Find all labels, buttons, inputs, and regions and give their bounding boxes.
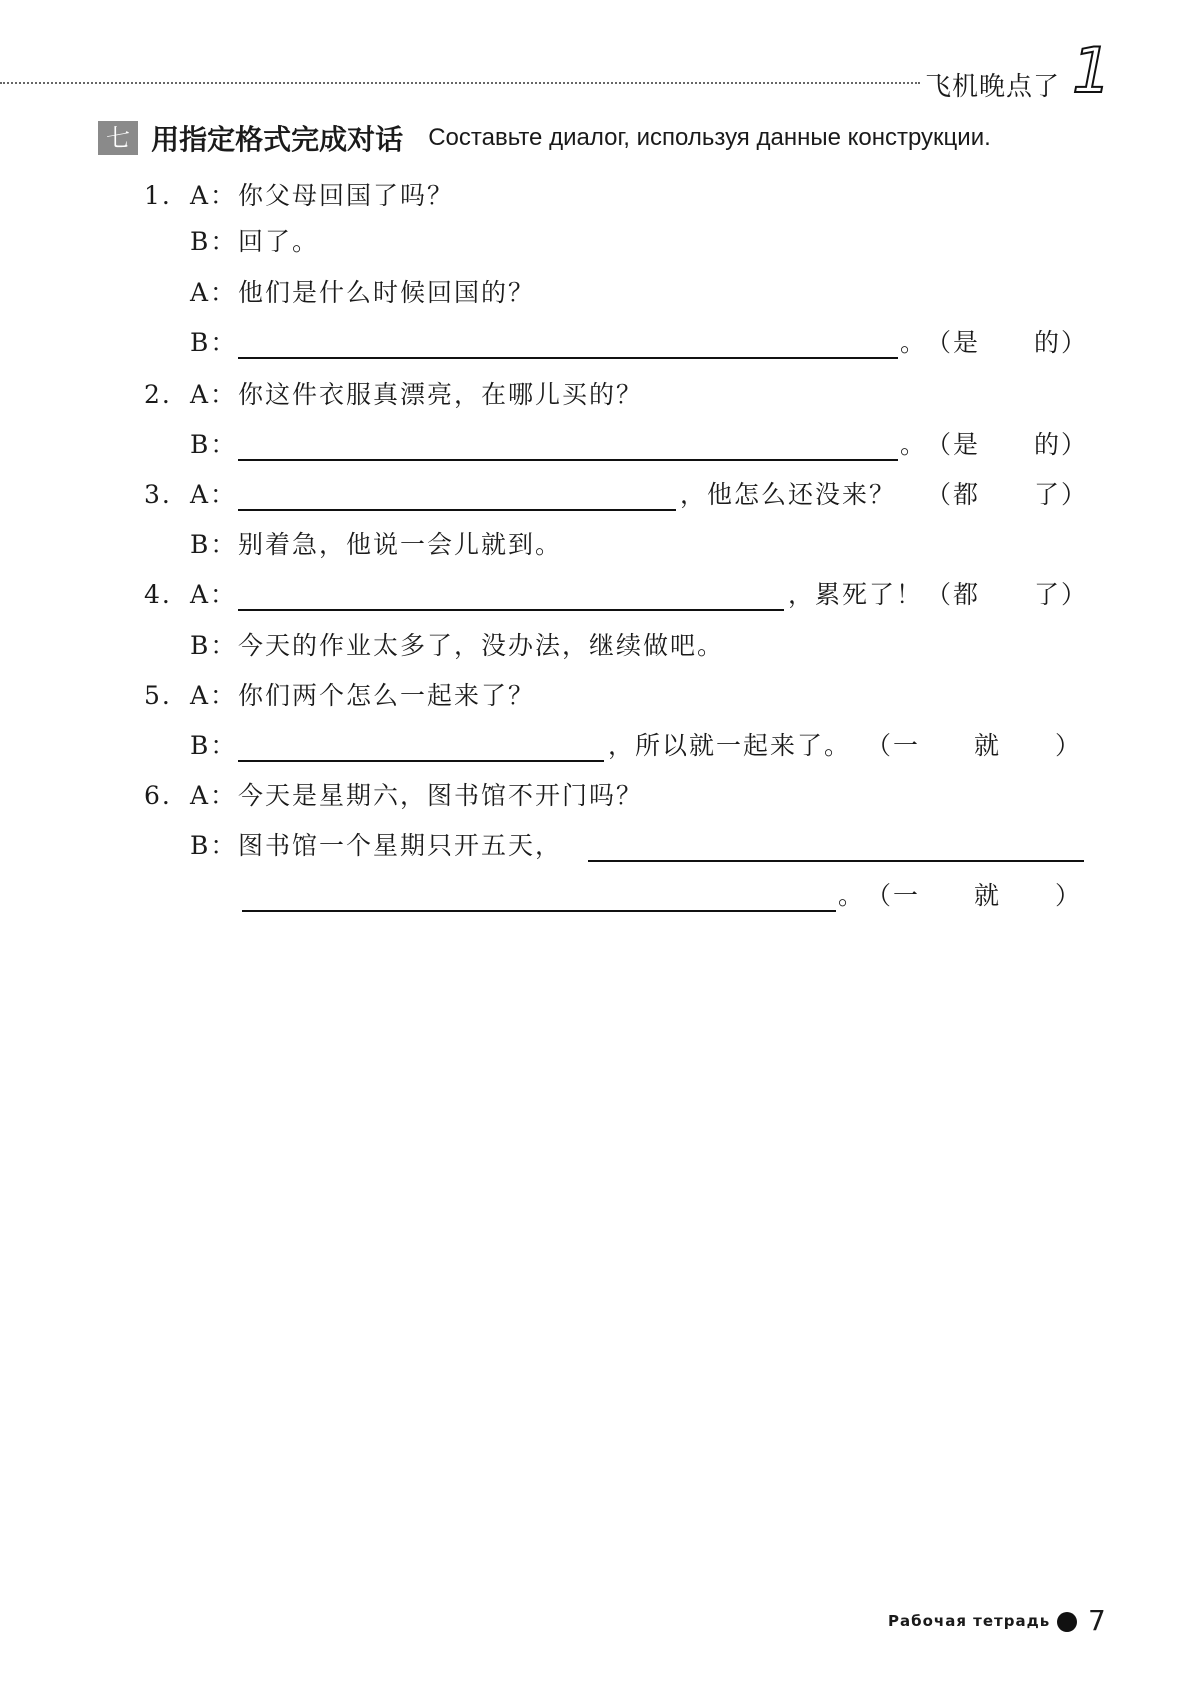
exercise-line xyxy=(0,425,1199,465)
speaker-label: B： xyxy=(190,631,238,660)
lesson-number: 1 xyxy=(1072,34,1112,107)
exercise-line xyxy=(0,525,1199,565)
dialogue-text: 今天是星期六，图书馆不开门吗？ xyxy=(238,781,644,810)
speaker-label: A： xyxy=(190,380,238,409)
speaker-label: A： xyxy=(190,480,238,509)
speaker-label: A： xyxy=(190,681,238,710)
pattern-hint: （是 的） xyxy=(926,328,1089,357)
answer-blank[interactable] xyxy=(238,609,784,611)
exercise-line xyxy=(0,626,1199,666)
pattern-hint: （一 就 ） xyxy=(866,881,1083,910)
trailing-text: 。 xyxy=(900,328,928,357)
dialogue-text: 别着急，他说一会儿就到。 xyxy=(238,530,563,559)
trailing-text: ，所以就一起来了。 xyxy=(608,731,852,760)
exercise-line xyxy=(0,323,1199,363)
lesson-title: 飞机晚点了 xyxy=(925,72,1061,102)
trailing-text: ，他怎么还没来？ xyxy=(680,480,897,509)
exercise-line xyxy=(0,676,1199,716)
dialogue-text: 你父母回国了吗？ xyxy=(238,181,455,210)
speaker-label: B： xyxy=(190,731,238,760)
trailing-text: 。 xyxy=(838,881,866,910)
answer-blank[interactable] xyxy=(238,459,898,461)
dialogue-text: 你们两个怎么一起来了？ xyxy=(238,681,536,710)
dialogue-text: 图书馆一个星期只开五天， xyxy=(238,831,563,860)
section-title-ru: Составьте диалог, используя данные конструкции. xyxy=(428,124,991,151)
item-number: 4. xyxy=(144,580,172,609)
dialogue-text: 你这件衣服真漂亮，在哪儿买的？ xyxy=(238,380,644,409)
exercise-line xyxy=(0,475,1199,515)
dialogue-text: 他们是什么时候回国的？ xyxy=(238,278,536,307)
section-title-zh: 用指定格式完成对话 xyxy=(151,123,404,156)
answer-blank[interactable] xyxy=(588,860,1084,862)
item-number: 2. xyxy=(144,380,172,409)
section-number-badge: 七 xyxy=(98,121,138,155)
pattern-hint: （一 就 ） xyxy=(866,731,1083,760)
exercise-line xyxy=(0,575,1199,615)
item-number: 1. xyxy=(144,181,172,210)
speaker-label: A： xyxy=(190,278,238,307)
dialogue-text: 回了。 xyxy=(238,227,320,256)
trailing-text: ，累死了！ xyxy=(788,580,924,609)
speaker-label: B： xyxy=(190,328,238,357)
item-number: 3. xyxy=(144,480,172,509)
exercise-line xyxy=(0,375,1199,415)
speaker-label: A： xyxy=(190,181,238,210)
item-number: 5. xyxy=(144,681,172,710)
exercise-line xyxy=(0,876,1199,916)
exercise-line xyxy=(0,776,1199,816)
pattern-hint: （都 了） xyxy=(926,480,1089,509)
item-number: 6. xyxy=(144,781,172,810)
answer-blank[interactable] xyxy=(242,910,836,912)
exercise-line xyxy=(0,222,1199,262)
speaker-label: B： xyxy=(190,831,238,860)
speaker-label: A： xyxy=(190,781,238,810)
exercise-line xyxy=(0,726,1199,766)
speaker-label: B： xyxy=(190,430,238,459)
dialogue-text: 今天的作业太多了，没办法，继续做吧。 xyxy=(238,631,725,660)
header-dotted-rule xyxy=(0,82,920,84)
answer-blank[interactable] xyxy=(238,760,604,762)
footer-label: Рабочая тетрадь xyxy=(888,1612,1051,1630)
trailing-text: 。 xyxy=(900,430,928,459)
exercise-line xyxy=(0,826,1199,866)
pattern-hint: （都 了） xyxy=(926,580,1089,609)
exercise-line xyxy=(0,176,1199,216)
footer-bullet-icon xyxy=(1057,1612,1077,1632)
speaker-label: B： xyxy=(190,227,238,256)
speaker-label: B： xyxy=(190,530,238,559)
page-number: 7 xyxy=(1088,1604,1106,1637)
exercise-line xyxy=(0,273,1199,313)
pattern-hint: （是 的） xyxy=(926,430,1089,459)
section-heading xyxy=(98,118,991,158)
answer-blank[interactable] xyxy=(238,509,676,511)
answer-blank[interactable] xyxy=(238,357,898,359)
speaker-label: A： xyxy=(190,580,238,609)
